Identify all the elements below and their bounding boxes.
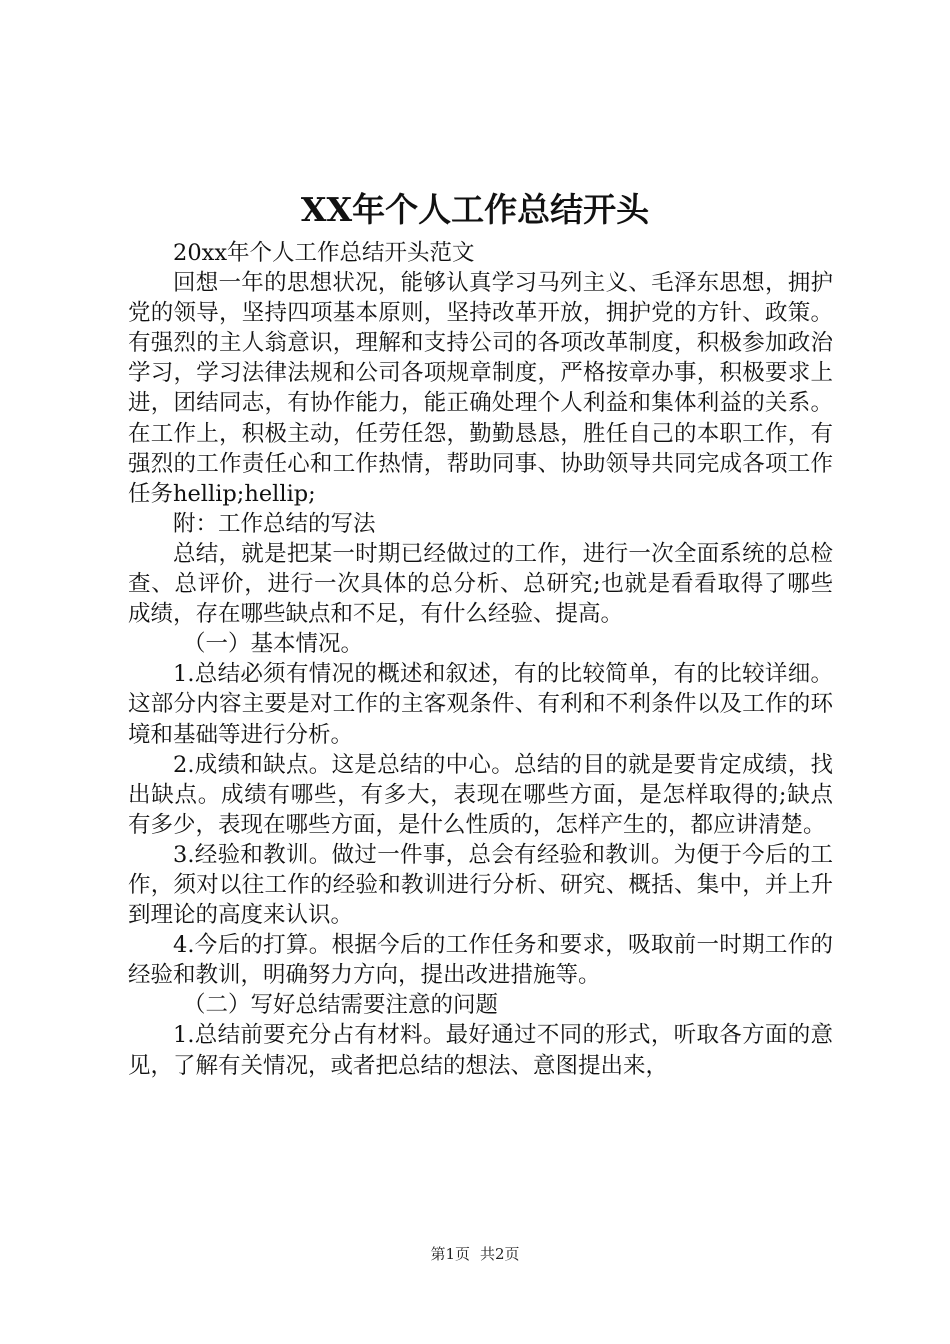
paragraph-subtitle: 20xx年个人工作总结开头范文 [173, 240, 475, 266]
paragraph-item-3: 3.经验和教训。做过一件事，总会有经验和教训。为便于今后的工作，须对以往工作的经验和教训进行分析、研究、概括、集中，并上升到理论的高度来认识。 [128, 841, 833, 929]
page-number: 第1页 [430, 1245, 470, 1263]
paragraph-item-2: 2.成绩和缺点。这是总结的中心。总结的目的就是要肯定成绩，找出缺点。成绩有哪些，有多大，表现在哪些方面，是怎样取得的;缺点有多少，表现在哪些方面，是什么性质的，怎样产生的，都应讲清楚。 [128, 751, 833, 838]
paragraph-item-4: 4.今后的打算。根据今后的工作任务和要求，吸取前一时期工作的经验和教训，明确努力方向，提出改进措施等。 [128, 932, 833, 989]
section-heading-basic: （一）基本情况。 [183, 631, 364, 658]
section-heading-notes: （二）写好总结需要注意的问题 [183, 992, 499, 1019]
paragraph-appendix-heading: 附：工作总结的写法 [173, 510, 376, 537]
paragraph-item-1: 1.总结必须有情况的概述和叙述，有的比较简单，有的比较详细。这部分内容主要是对工作的主客观条件、有利和不利条件以及工作的环境和基础等进行分析。 [128, 661, 833, 748]
page-footer [0, 1244, 950, 1264]
paragraph-intro: 回想一年的思想状况，能够认真学习马列主义、毛泽东思想，拥护党的领导，坚持四项基本原则，坚持改革开放，拥护党的方针、政策。有强烈的主人翁意识，理解和支持公司的各项改革制度，积极参加政治学习，学习法律法规和公司各项规章制度，严格按章办事，积极要求上进，团结同志，有协作能力，能正确处理个人利益和集体利益的关系。在工作上，积极主动，任劳任怨，勤勤恳恳，胜任自己的本职工作，有强烈的工作责任心和工作热情，帮助同事、协助领导共同完成各项工作任务hellip;hellip; [128, 270, 833, 507]
document-body [128, 238, 833, 1081]
page-total: 共2页 [480, 1245, 520, 1263]
document-title: XX年个人工作总结开头 [300, 190, 650, 229]
paragraph-note-1: 1.总结前要充分占有材料。最好通过不同的形式，听取各方面的意见，了解有关情况，或者把总结的想法、意图提出来， [128, 1022, 833, 1079]
paragraph-definition: 总结，就是把某一时期已经做过的工作，进行一次全面系统的总检查、总评价，进行一次具体的总分析、总研究;也就是看看取得了哪些成绩，存在哪些缺点和不足，有什么经验、提高。 [128, 540, 833, 628]
